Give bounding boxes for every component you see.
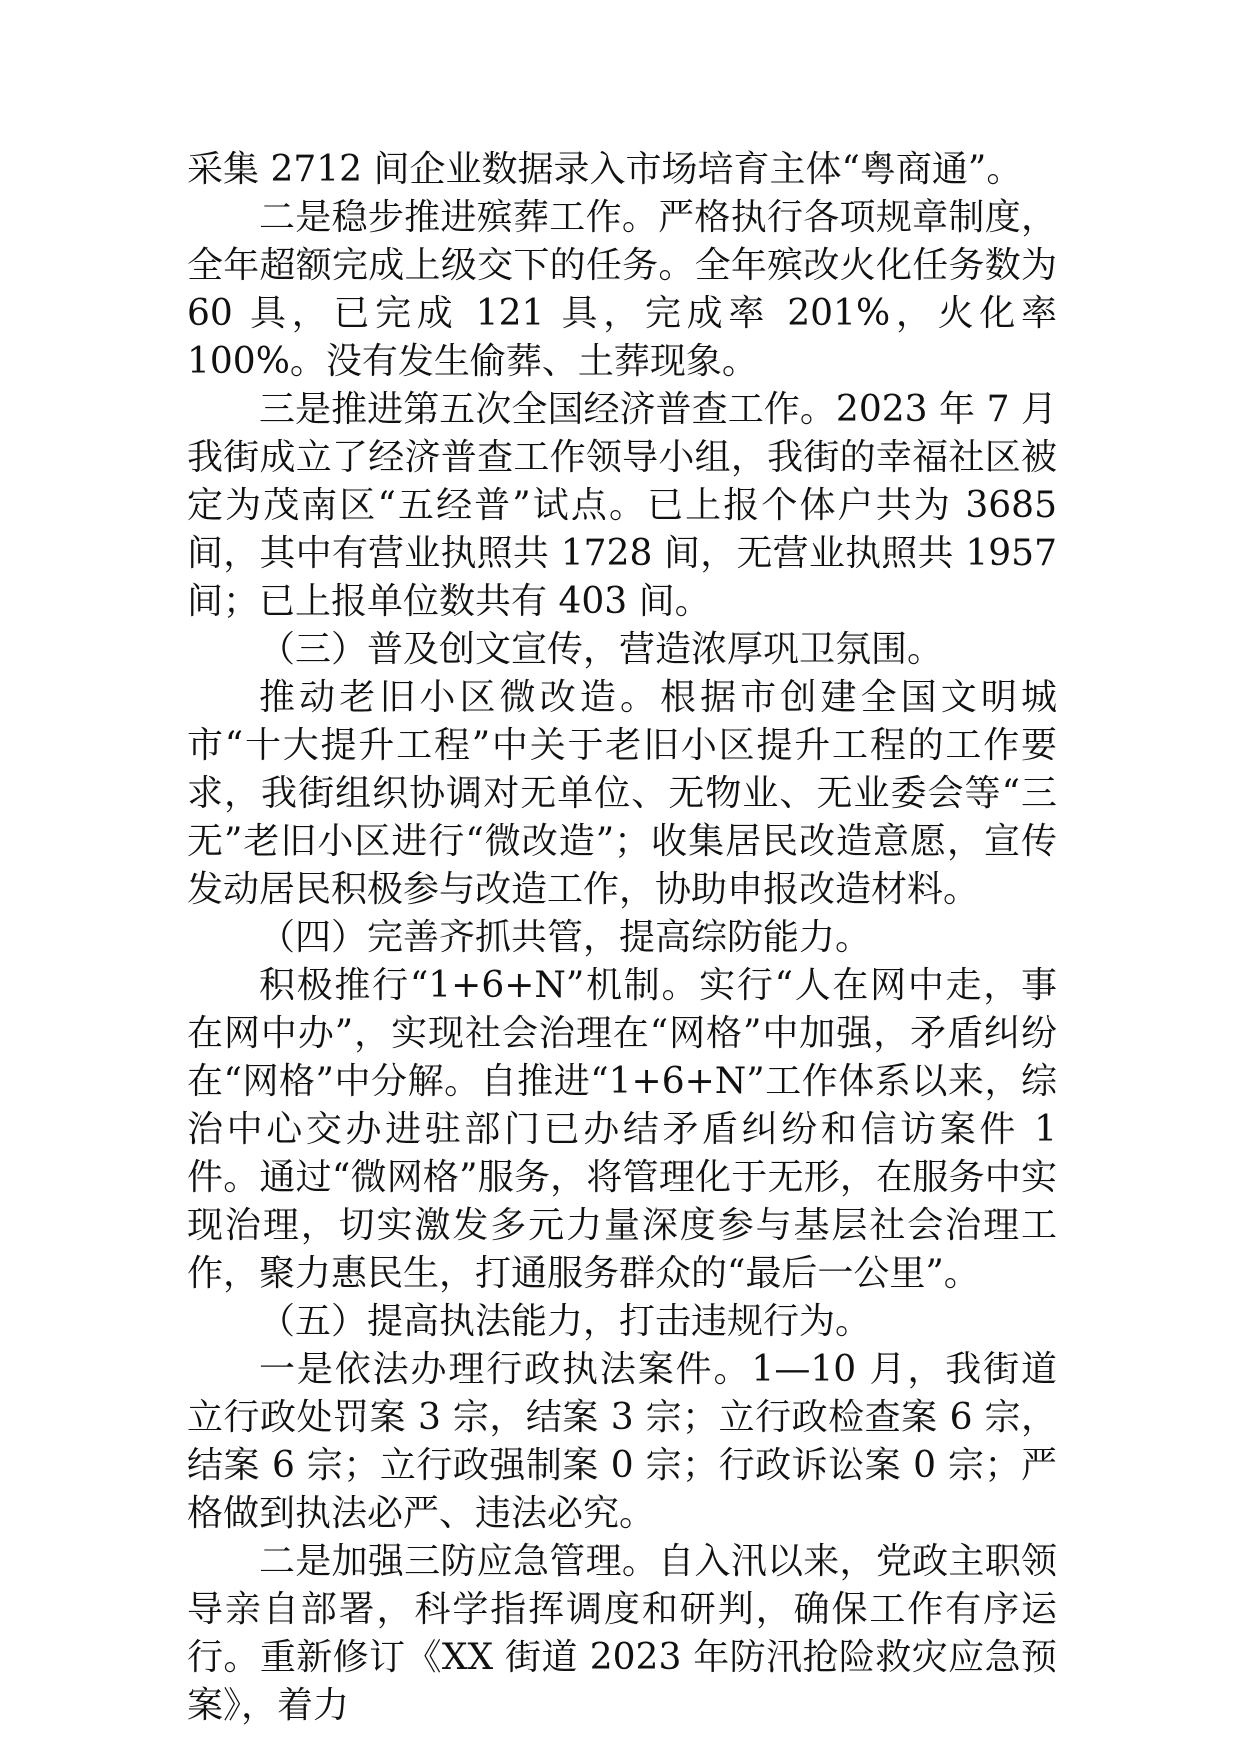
section-heading-4: （四）完善齐抓共管，提高综防能力。 [259,917,872,958]
document-body [187,146,1057,1730]
paragraph-grid-mechanism: 积极推行“1+6+N”机制。实行“人在网中走，事在网中办”，实现社会治理在“网格”中加强，矛盾纠纷在“网格”中分解。自推进“1+6+N”工作体系以来，综治中心交办进驻部门已办结矛盾纠纷和信访案件 1 件。通过“微网格”服务，将管理化于无形，在服务中实现治理，切实激发多元力量深度参与基层社会治理工作，聚力惠民生，打通服务群众的“最后一公里”。 [187,965,1057,1294]
paragraph-economic-census: 三是推进第五次全国经济普查工作。2023 年 7 月我街成立了经济普查工作领导小组，我街的幸福社区被定为茂南区“五经普”试点。已上报个体户共为 3685 间，其中有营业执照共 1728 间，无营业执照共 1957 间；已上报单位数共有 403 间。 [187,389,1057,622]
section-heading-5: （五）提高执法能力，打击违规行为。 [259,1301,872,1342]
paragraph-law-enforcement: 一是依法办理行政执法案件。1—10 月，我街道立行政处罚案 3 宗，结案 3 宗；立行政检查案 6 宗，结案 6 宗；立行政强制案 0 宗；行政诉讼案 0 宗；严格做到执法必严、违法必究。 [187,1349,1057,1534]
paragraph-continuation: 采集 2712 间企业数据录入市场培育主体“粤商通”。 [187,149,1023,190]
section-heading-3: （三）普及创文宣传，营造浓厚巩卫氛围。 [259,629,944,670]
paragraph-old-community-renovation: 推动老旧小区微改造。根据市创建全国文明城市“十大提升工程”中关于老旧小区提升工程的工作要求，我街组织协调对无单位、无物业、无业委会等“三无”老旧小区进行“微改造”；收集居民改造意愿，宣传发动居民积极参与改造工作，协助申报改造材料。 [187,677,1057,910]
paragraph-funeral-work: 二是稳步推进殡葬工作。严格执行各项规章制度，全年超额完成上级交下的任务。全年殡改火化任务数为 60 具，已完成 121 具，完成率 201%，火化率 100%。没有发生偷葬、土葬现象。 [187,197,1057,382]
paragraph-flood-emergency: 二是加强三防应急管理。自入汛以来，党政主职领导亲自部署，科学指挥调度和研判，确保工作有序运行。重新修订《XX 街道 2023 年防汛抢险救灾应急预案》，着力 [187,1541,1057,1726]
